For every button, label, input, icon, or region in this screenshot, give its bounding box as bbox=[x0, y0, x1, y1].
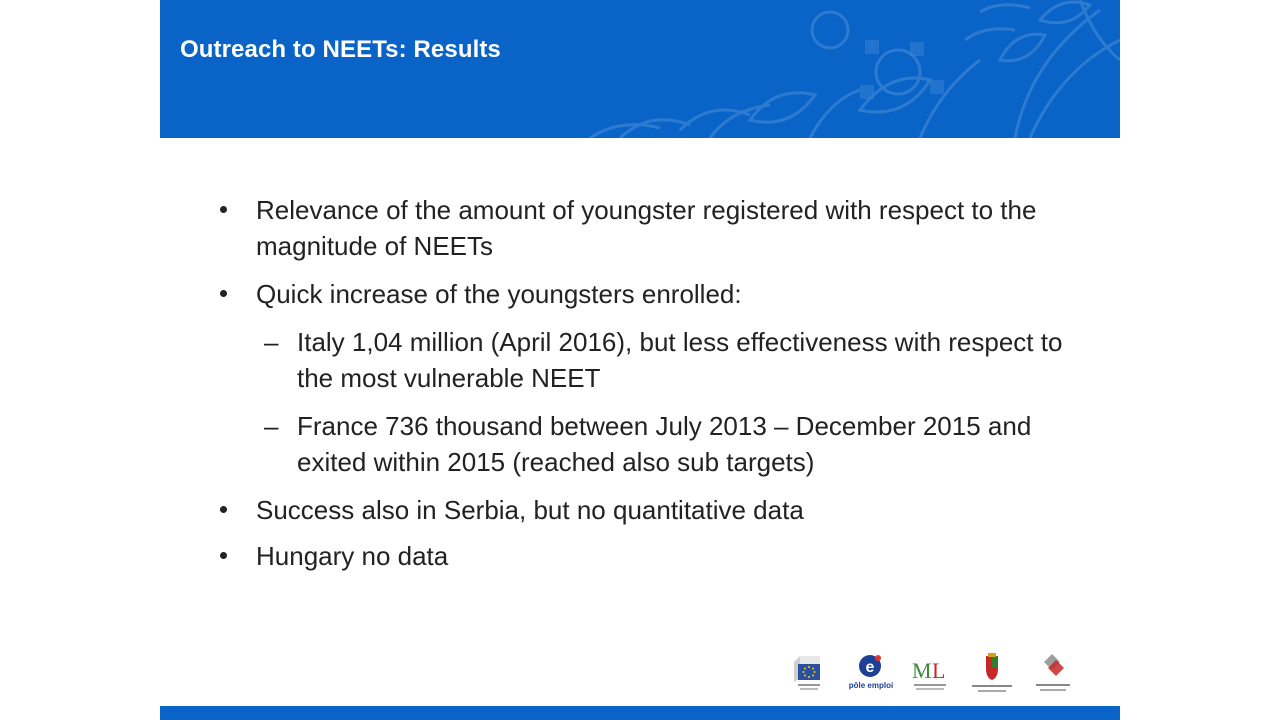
bullet-item bbox=[216, 276, 1076, 312]
svg-text:pôle emploi: pôle emploi bbox=[848, 681, 894, 690]
sub-bullet-text: France 736 thousand between July 2013 – December 2015 and exited within 2015 (reached also sub targets) bbox=[297, 411, 1032, 477]
bullet-dot bbox=[220, 552, 227, 559]
bullet-dot bbox=[220, 206, 227, 213]
bullet-text: Relevance of the amount of youngster registered with respect to the magnitude of NEETs bbox=[256, 195, 1037, 261]
bullet-text: Success also in Serbia, but no quantitative data bbox=[256, 495, 804, 525]
bullet-dot bbox=[220, 506, 227, 513]
slide bbox=[160, 0, 1120, 720]
svg-text:M: M bbox=[912, 658, 932, 683]
sub-bullet-dash: – bbox=[264, 411, 279, 441]
bullet-item bbox=[216, 492, 1076, 528]
sub-bullet-item bbox=[216, 324, 1076, 396]
european-commission-logo bbox=[786, 652, 834, 696]
footer-bar bbox=[160, 706, 1120, 720]
bullet-dot bbox=[220, 290, 227, 297]
bullet-item bbox=[216, 538, 1076, 574]
bullet-list bbox=[216, 192, 1076, 574]
sub-bullet-text: Italy 1,04 million (April 2016), but less effectiveness with respect to the most vulnerable NEET bbox=[297, 327, 1063, 393]
sub-bullet-item bbox=[216, 408, 1076, 480]
italian-ministry-logo bbox=[908, 652, 952, 696]
hungarian-ministry-logo bbox=[966, 652, 1018, 696]
svg-text:L: L bbox=[932, 658, 946, 683]
pole-emploi-logo bbox=[848, 652, 894, 696]
header-banner bbox=[160, 0, 1120, 138]
sub-bullet-dash: – bbox=[264, 327, 279, 357]
bullet-text: Hungary no data bbox=[256, 541, 449, 571]
slide-title: Outreach to NEETs: Results bbox=[180, 36, 501, 63]
bullet-text: Quick increase of the youngsters enrolled: bbox=[256, 279, 742, 309]
svg-text:e: e bbox=[865, 659, 875, 676]
bullet-item bbox=[216, 192, 1076, 264]
hungarian-agency-logo bbox=[1030, 652, 1076, 696]
partner-logos bbox=[786, 652, 1076, 696]
header-watermark-decoration bbox=[560, 0, 1120, 138]
